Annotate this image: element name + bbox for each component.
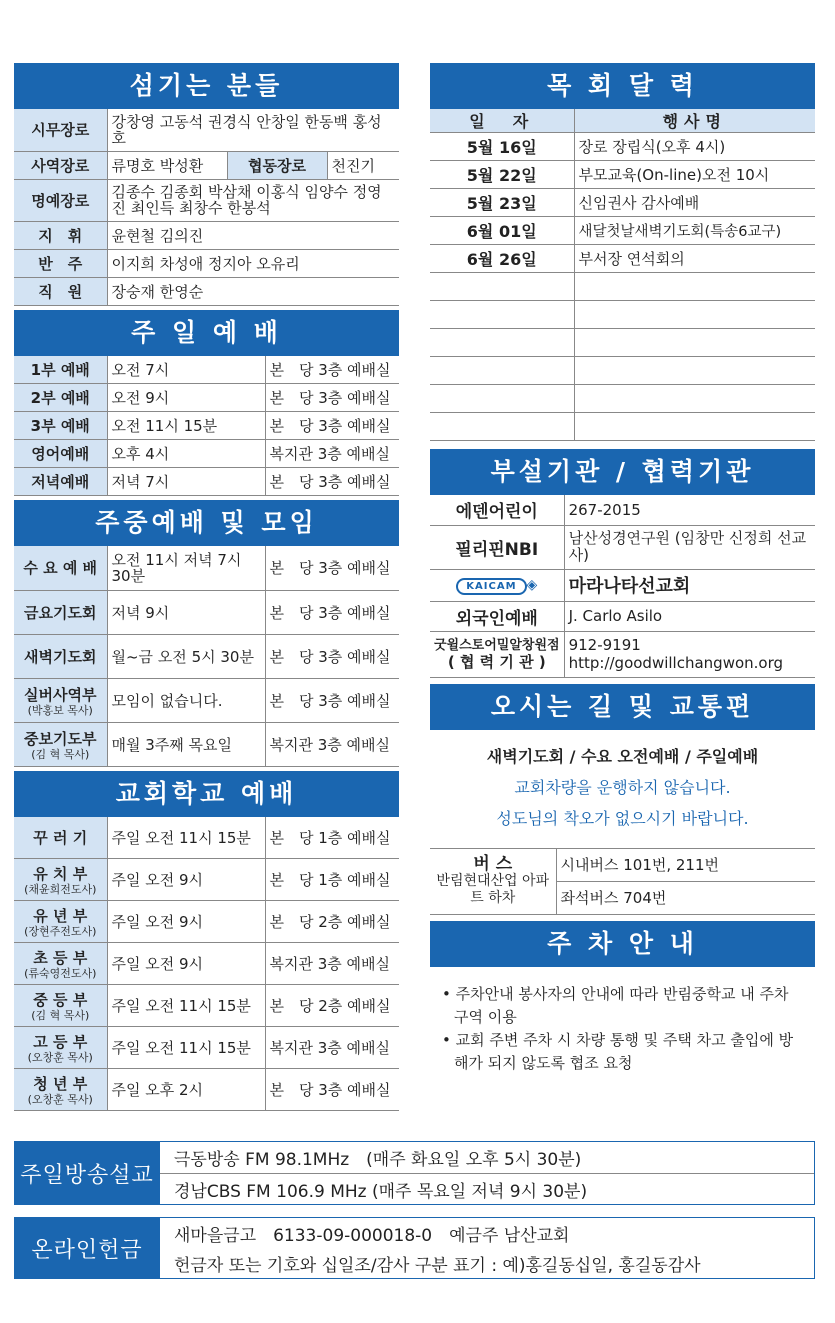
school-time: 주일 오전 9시 <box>107 901 265 943</box>
affiliate-label <box>430 631 564 677</box>
directions-line3: 성도님의 착오가 없으시기 바랍니다. <box>496 808 749 828</box>
midweek-place: 본 당 3층 예배실 <box>265 546 399 590</box>
midweek-time: 매월 3주째 목요일 <box>107 722 265 766</box>
school-label-text: 유 년 부 <box>33 907 88 925</box>
serving-label: 지 휘 <box>14 221 107 249</box>
globe-icon: ◈ <box>526 577 538 593</box>
calendar-event: 부모교육(On-line)오전 10시 <box>574 161 815 189</box>
worship-label: 영어예배 <box>14 440 107 468</box>
midweek-time: 월~금 오전 5시 30분 <box>107 634 265 678</box>
school-label-sub: (오창훈 목사) <box>27 1051 93 1064</box>
serving-label: 시무장로 <box>14 109 107 151</box>
midweek-time: 모임이 없습니다. <box>107 678 265 722</box>
school-label-text: 중 등 부 <box>33 991 88 1009</box>
school-place: 본 당 3층 예배실 <box>265 1069 399 1111</box>
school-label <box>14 859 107 901</box>
affiliate-label: 필리핀NBI <box>430 525 564 569</box>
school-time: 주일 오전 9시 <box>107 859 265 901</box>
school-label-text: 유 치 부 <box>33 865 88 883</box>
parking-header: 주 차 안 내 <box>430 921 815 967</box>
bus-label-text: 버 스 <box>473 853 513 874</box>
school-place: 본 당 2층 예배실 <box>265 985 399 1027</box>
calendar-col-event: 행사명 <box>574 109 815 133</box>
worship-label: 저녁예배 <box>14 468 107 496</box>
broadcast-body <box>160 1141 815 1205</box>
calendar-event <box>574 385 815 413</box>
calendar-date: 6월 26일 <box>430 245 574 273</box>
calendar-event: 장로 장립식(오후 4시) <box>574 133 815 161</box>
offering-line2: 헌금자 또는 기호와 십일조/감사 구분 표기 : 예)홍길동십일, 홍길동감사 <box>174 1255 701 1276</box>
midweek-label-text: 새벽기도회 <box>24 647 97 666</box>
affiliate-value: 마라나타선교회 <box>564 569 815 601</box>
affiliates-header: 부설기관 / 협력기관 <box>430 449 815 495</box>
serving-label: 명예장로 <box>14 179 107 221</box>
calendar-date <box>430 413 574 441</box>
serving-value: 이지희 차성애 정지아 오유리 <box>107 249 399 277</box>
midweek-label <box>14 722 107 766</box>
parking-item: • 주차안내 봉사자의 안내에 따라 반림중학교 내 주차구역 이용 <box>442 984 789 1026</box>
midweek-label-text: 중보기도부 <box>24 729 97 748</box>
parking-item-text: 교회 주변 주차 시 차량 통행 및 주택 차고 출입에 방해가 되지 않도록 협조 요청 <box>454 1030 794 1072</box>
school-label <box>14 943 107 985</box>
school-label-text: 청 년 부 <box>33 1075 88 1093</box>
directions-notice <box>430 730 815 848</box>
school-label-sub: (김 혁 목사) <box>31 1009 90 1022</box>
serving-label: 사역장로 <box>14 151 107 179</box>
serving-value: 장숭재 한영순 <box>107 277 399 305</box>
worship-label: 3부 예배 <box>14 412 107 440</box>
serving-value: 강창영 고동석 권경식 안창일 한동백 홍성호 <box>107 109 399 151</box>
worship-place: 본 당 3층 예배실 <box>265 468 399 496</box>
school-label <box>14 901 107 943</box>
affiliate-value: 남산성경연구원 (임창만 신정희 선교사) <box>564 525 815 569</box>
affiliate-value <box>564 631 815 677</box>
calendar-event: 부서장 연석회의 <box>574 245 815 273</box>
parking-item: • 교회 주변 주차 시 차량 통행 및 주택 차고 출입에 방해가 되지 않도록 협조 요청 <box>442 1030 794 1072</box>
school-label-text: 꾸 러 기 <box>33 828 88 847</box>
calendar-col-date: 일 자 <box>430 109 574 133</box>
school-time: 주일 오전 11시 15분 <box>107 1027 265 1069</box>
calendar-date <box>430 329 574 357</box>
worship-time: 저녁 7시 <box>107 468 265 496</box>
affiliate-label: 에덴어린이 <box>430 495 564 525</box>
school-place: 복지관 3층 예배실 <box>265 943 399 985</box>
affiliate-label-text: 굿윌스토어밀알창원점 <box>434 638 560 653</box>
school-label <box>14 817 107 859</box>
worship-place: 복지관 3층 예배실 <box>265 440 399 468</box>
school-label <box>14 985 107 1027</box>
school-time: 주일 오전 9시 <box>107 943 265 985</box>
midweek-place: 본 당 3층 예배실 <box>265 634 399 678</box>
school-place: 복지관 3층 예배실 <box>265 1027 399 1069</box>
affiliate-label: 외국인예배 <box>430 601 564 631</box>
school-time: 주일 오전 11시 15분 <box>107 817 265 859</box>
broadcast-line1: 극동방송 FM 98.1MHz (매주 화요일 오후 5시 30분) <box>174 1150 582 1170</box>
school-time: 주일 오전 11시 15분 <box>107 985 265 1027</box>
offering-bar <box>14 1217 815 1279</box>
calendar-event <box>574 329 815 357</box>
affiliates-table <box>430 495 815 678</box>
calendar-event: 신임권사 감사예배 <box>574 189 815 217</box>
calendar-table <box>430 109 815 441</box>
calendar-event: 새달첫날새벽기도회(특송6교구) <box>574 217 815 245</box>
worship-label: 1부 예배 <box>14 356 107 384</box>
directions-header: 오시는 길 및 교통편 <box>430 684 815 730</box>
bus-route: 좌석버스 704번 <box>556 881 815 914</box>
midweek-place: 복지관 3층 예배실 <box>265 722 399 766</box>
directions-line2: 교회차량을 운행하지 않습니다. <box>514 777 731 797</box>
midweek-time: 저녁 9시 <box>107 590 265 634</box>
midweek-place: 본 당 3층 예배실 <box>265 590 399 634</box>
bus-route: 시내버스 101번, 211번 <box>556 848 815 881</box>
affiliate-link[interactable]: http://goodwillchangwon.org <box>568 654 784 672</box>
serving-label: 협동장로 <box>227 151 327 179</box>
affiliate-phone: 912-9191 <box>568 636 641 654</box>
calendar-date: 5월 23일 <box>430 189 574 217</box>
serving-label: 반 주 <box>14 249 107 277</box>
school-table <box>14 817 399 1112</box>
kaicam-logo-text: KAICAM <box>456 578 526 595</box>
worship-time: 오후 4시 <box>107 440 265 468</box>
midweek-label-text: 수 요 예 배 <box>23 559 98 578</box>
offering-body <box>160 1217 815 1279</box>
calendar-date <box>430 385 574 413</box>
sunday-worship-table <box>14 356 399 497</box>
school-label <box>14 1027 107 1069</box>
parking-list <box>430 967 815 1075</box>
worship-time: 오전 11시 15분 <box>107 412 265 440</box>
school-label-text: 고 등 부 <box>33 1033 88 1051</box>
midweek-label-text: 금요기도회 <box>24 603 97 622</box>
midweek-label <box>14 678 107 722</box>
calendar-date: 5월 22일 <box>430 161 574 189</box>
midweek-place: 본 당 3층 예배실 <box>265 678 399 722</box>
serving-label: 직 원 <box>14 277 107 305</box>
school-time: 주일 오후 2시 <box>107 1069 265 1111</box>
school-label-sub: (오창훈 목사) <box>27 1093 93 1106</box>
affiliate-value: J. Carlo Asilo <box>564 601 815 631</box>
school-label <box>14 1069 107 1111</box>
left-column <box>14 63 399 1111</box>
worship-place: 본 당 3층 예배실 <box>265 356 399 384</box>
serving-value: 천진기 <box>327 151 399 179</box>
offering-line1: 새마을금고 6133-09-000018-0 예금주 남산교회 <box>174 1225 570 1246</box>
school-label-sub: (장현주전도사) <box>24 925 97 938</box>
midweek-label-text: 실버사역부 <box>24 685 97 704</box>
serving-value: 김종수 김종회 박삼채 이홍식 임양수 정영진 최인득 최창수 한봉석 <box>107 179 399 221</box>
calendar-header: 목 회 달 력 <box>430 63 815 109</box>
kaicam-logo <box>430 569 564 601</box>
midweek-header: 주중예배 및 모임 <box>14 500 399 546</box>
worship-place: 본 당 3층 예배실 <box>265 384 399 412</box>
midweek-label-sub: (박홍보 목사) <box>27 703 93 717</box>
school-label-sub: (류숙영전도사) <box>24 967 97 980</box>
sunday-worship-header: 주 일 예 배 <box>14 310 399 356</box>
bus-label-sub: 반림현대산업 아파트 하차 <box>436 872 550 906</box>
school-label-sub: (채윤희전도사) <box>24 883 97 896</box>
worship-place: 본 당 3층 예배실 <box>265 412 399 440</box>
school-header: 교회학교 예배 <box>14 771 399 817</box>
parking-item-text: 주차안내 봉사자의 안내에 따라 반림중학교 내 주차구역 이용 <box>454 984 789 1026</box>
right-column <box>430 63 815 1075</box>
serving-table <box>14 109 399 306</box>
worship-label: 2부 예배 <box>14 384 107 412</box>
bus-label <box>430 848 556 914</box>
calendar-date <box>430 301 574 329</box>
calendar-event <box>574 301 815 329</box>
directions-line1: 새벽기도회 / 수요 오전예배 / 주일예배 <box>486 746 759 766</box>
calendar-date: 6월 01일 <box>430 217 574 245</box>
school-place: 본 당 1층 예배실 <box>265 859 399 901</box>
midweek-time: 오전 11시 저녁 7시 30분 <box>107 546 265 590</box>
calendar-event <box>574 273 815 301</box>
affiliate-value: 267-2015 <box>564 495 815 525</box>
offering-label: 온라인헌금 <box>14 1217 160 1279</box>
serving-value: 류명호 박성환 <box>107 151 227 179</box>
calendar-date <box>430 357 574 385</box>
calendar-date: 5월 16일 <box>430 133 574 161</box>
affiliate-label-sub: ( 협 력 기 관 ) <box>447 653 546 671</box>
school-place: 본 당 2층 예배실 <box>265 901 399 943</box>
broadcast-bar <box>14 1141 815 1205</box>
school-label-text: 초 등 부 <box>33 949 88 967</box>
midweek-label <box>14 546 107 590</box>
calendar-event <box>574 357 815 385</box>
serving-header: 섬기는 분들 <box>14 63 399 109</box>
midweek-table <box>14 546 399 767</box>
broadcast-line2: 경남CBS FM 106.9 MHz (매주 목요일 저녁 9시 30분) <box>160 1173 814 1204</box>
midweek-label <box>14 590 107 634</box>
midweek-label <box>14 634 107 678</box>
calendar-date <box>430 273 574 301</box>
worship-time: 오전 7시 <box>107 356 265 384</box>
serving-value: 윤현철 김의진 <box>107 221 399 249</box>
school-place: 본 당 1층 예배실 <box>265 817 399 859</box>
midweek-label-sub: (김 혁 목사) <box>31 747 90 761</box>
broadcast-label: 주일방송설교 <box>14 1141 160 1205</box>
worship-time: 오전 9시 <box>107 384 265 412</box>
calendar-event <box>574 413 815 441</box>
bus-table <box>430 848 815 915</box>
